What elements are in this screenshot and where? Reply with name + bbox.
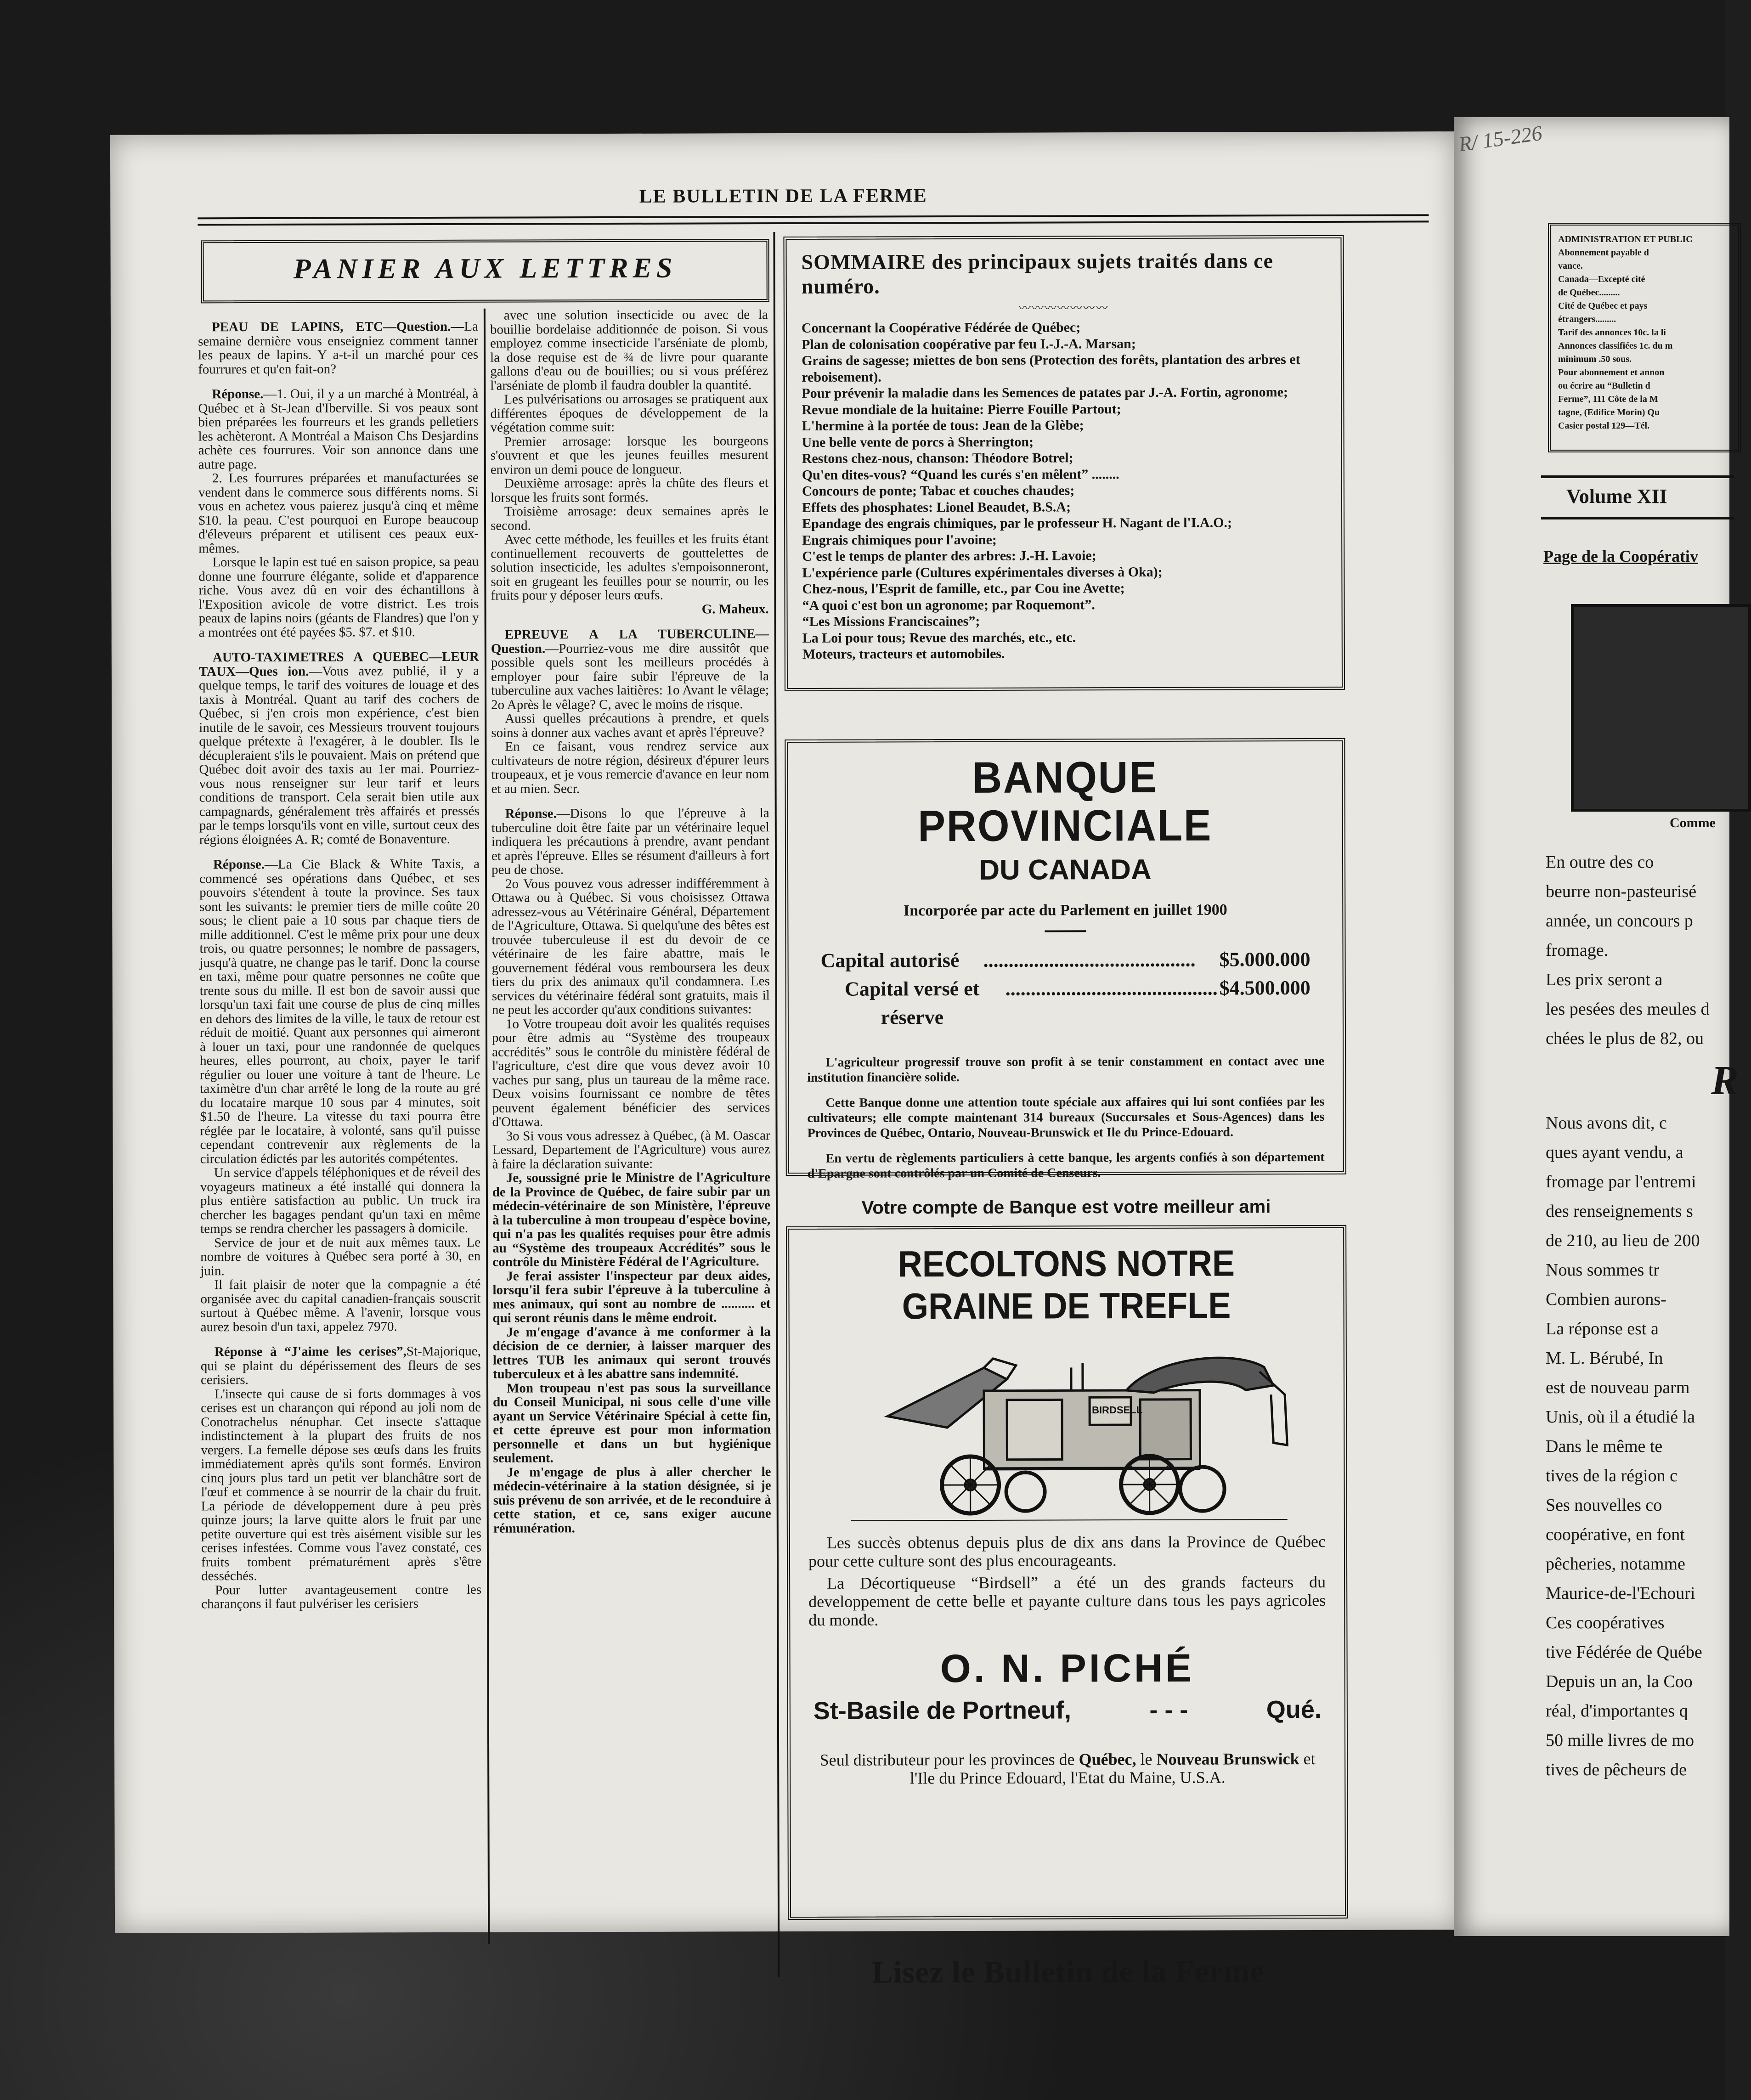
letter-paragraph <box>201 1582 481 1611</box>
paragraph-text: Aussi quelles précautions à prendre, et quels soins à donner aux vaches avant et après l'épreuve? <box>491 711 769 740</box>
article-line: Nous avons dit, c <box>1546 1113 1667 1133</box>
sommaire-box <box>783 235 1345 691</box>
trefle-para-2: La Décortiqueuse “Birdsell” a été un des grands facteurs du developpement de cette belle et payante culture dans tous les pays agricoles du monde. <box>808 1572 1326 1629</box>
paragraph-lead: Réponse. <box>212 386 264 402</box>
distrib-and: et <box>1303 1749 1316 1768</box>
article-line: des renseignements s <box>1546 1202 1693 1221</box>
paragraph-lead: PEAU DE LAPINS, ETC—Question.— <box>211 319 464 335</box>
paragraph-lead: EPREUVE A LA TUBERCULINE—Question. <box>491 627 769 656</box>
distrib-nb: Nouveau Brunswick <box>1156 1750 1299 1768</box>
article-line: Nous sommes tr <box>1546 1260 1659 1280</box>
article-line: Depuis un an, la Coo <box>1546 1672 1693 1691</box>
article-line: tives de la région c <box>1546 1466 1678 1485</box>
admin-line: Casier postal 129—Tél. <box>1558 421 1650 431</box>
article-line: coopérative, en font <box>1546 1525 1685 1544</box>
admin-line: ou écrire au “Bulletin d <box>1558 381 1650 391</box>
article-line: Les prix seront a <box>1546 970 1663 989</box>
paragraph-text: 2o Vous pouvez vous adresser indifféremment à Ottawa ou à Québec. Si vous choisissez Ottawa adressez-vous au Vétérinaire Général, Département de l'Agriculture, Ottawa. Si quelqu'une des bêtes est trouvée tuberculeuse il est du devoir de ce vétérinaire de les faire abattre, mais le gouvernement fédéral vous remboursera les deux tiers du prix des animaux qu'il condamnera. Les services du vétérinaire fédéral sont gratuits, mais il ne peut les accorder qu'aux conditions suivantes: <box>491 875 770 1017</box>
article-line: année, un concours p <box>1546 911 1693 931</box>
admin-line: Pour abonnement et annon <box>1558 367 1665 378</box>
admin-line: minimum .50 sous. <box>1558 354 1632 364</box>
paragraph-lead: Réponse. <box>213 857 265 872</box>
adjacent-page <box>1454 117 1739 1936</box>
paragraph-text: —Disons lo que l'épreuve à la tuberculine doit être faite par un vétérinaire lequel indiquera les précautions à prendre, avant pendant et après l'épreuve. Elles se résument d'ailleurs à fort peu de chose. <box>491 806 770 877</box>
running-title: LE BULLETIN DE LA FERME <box>639 185 927 207</box>
admin-line: Canada—Excepté cité <box>1558 274 1645 284</box>
verse-dots: .......................................... <box>1005 977 1218 1000</box>
admin-line: tagne, (Edifice Morin) Qu <box>1558 407 1660 418</box>
banque-name: BANQUE PROVINCIALE <box>918 752 1213 851</box>
sommaire-list <box>802 319 1327 662</box>
place-name: St-Basile de Portneuf, <box>813 1696 1072 1725</box>
paragraph-text: En ce faisant, vous rendrez service aux cultivateurs de notre région, désireux d'épurer leurs troupeaux, et je vous remercie d'avance en leur nom et au mien. Secr. <box>491 739 769 796</box>
paragraph-text: L'insecte qui cause de si forts dommages à vos cerises est un charançon qui répond au joli nom de Conotrachelus nénuphar. Cet insecte s'attaque indistinctement à la plupart des fruits de nos vergers. La femelle dépose ses œufs dans les fruits immédiatement après qu'ils sont formés. Environ cinq jours plus tard un petit ver blanchâtre sort de l'œuf et commence à se nourrir de la chair du fruit. La période de développement dure à peu près quinze jours; la larve quitte alors le fruit par une petite ouverture qui est très aisément visible sur les cerises infestées. Comme vous l'avez constaté, ces fruits tombent prématurément après s'être desséchés. <box>201 1386 482 1584</box>
letter-paragraph <box>493 1325 771 1382</box>
letter-paragraph <box>199 857 480 1166</box>
admin-line: Annonces classifiées 1c. du m <box>1558 341 1673 351</box>
letter-paragraph <box>490 392 768 435</box>
letters-column-2 <box>490 308 773 2054</box>
admin-line: Ferme”, 111 Côte de la M <box>1558 394 1658 404</box>
article-line: réal, d'importantes q <box>1546 1701 1688 1721</box>
distributor-note <box>809 1750 1326 1788</box>
paragraph-text: Premier arrosage: lorsque les bourgeons s'ouvrent et que les jeunes feuilles mesurent environ un demi pouce de longueur. <box>490 433 768 477</box>
article-line: tives de pêcheurs de <box>1546 1760 1687 1779</box>
sommaire-item: Concernant la Coopérative Fédérée de Québec; <box>801 320 1081 336</box>
banque-subtitle: DU CANADA <box>979 853 1152 886</box>
paragraph-text: St-Majorique, qui se plaint du dépérissement des fleurs de ses cerisiers. <box>200 1344 481 1388</box>
letter-paragraph <box>491 876 770 1017</box>
article-line: M. L. Bérubé, In <box>1546 1349 1663 1368</box>
column-rule-1 <box>484 309 490 1944</box>
administration-box <box>1548 223 1741 452</box>
sommaire-item: Une belle vente de porcs à Sherrington; <box>802 434 1034 450</box>
sommaire-item: Epandage des engrais chimiques, par le professeur H. Nagant de l'I.A.O.; <box>802 515 1232 531</box>
sommaire-item: Concours de ponte; Tabac et couches chaudes; <box>802 483 1075 499</box>
banque-motto: Votre compte de Banque est votre meilleur ami <box>861 1197 1271 1218</box>
sommaire-title: SOMMAIRE des principaux sujets traités dans ce numéro. <box>801 249 1274 298</box>
paragraph-text: Troisième arrosage: deux semaines après le second. <box>491 503 769 533</box>
sommaire-item: “Les Missions Franciscaines”; <box>802 613 980 629</box>
column-rule-2 <box>773 232 779 1977</box>
banque-ad <box>785 738 1346 1218</box>
admin-line: ADMINISTRATION ET PUBLIC <box>1558 234 1693 244</box>
article-line: les pesées des meules d <box>1546 999 1710 1019</box>
letter-paragraph <box>200 1235 480 1278</box>
newspaper-page <box>110 131 1461 1990</box>
sommaire-item: Pour prévenir la maladie dans les Semences de patates par J.-A. Fortin, agronome; <box>802 384 1288 401</box>
sommaire-item: Qu'en dites-vous? “Quand les curés s'en mêlent” ........ <box>802 466 1119 483</box>
volume-rule-bottom <box>1541 517 1734 519</box>
photo-caption: Comme <box>1670 815 1716 830</box>
paragraph-text: Lorsque le lapin est tué en saison propice, sa peau donne une fourrure élégante, solide et d'apparence riche. Vous avez dû en voir des échantillons à l'Exposition avicole de votre district. Les trois peaux de lapins noirs (géants de Flandres) que l'on y a montrées ont été payées $5. $7. et $10. <box>198 554 479 640</box>
place-dashes: - - - <box>1149 1696 1188 1724</box>
admin-line: étrangers......... <box>1558 314 1616 324</box>
paragraph-text: —La Cie Black & White Taxis, a commencé ses opérations dans Québec, et ses pouvoirs s'étendent à toute la province. Ses taux sont les suivants: le premier tiers de mille coûte 20 sous; le client paie a 10 sous par chaque tiers de mille additionnel. C'est le même prix pour une deux trois, ou quatre personnes; le nombre de passagers, jusqu'à quatre, ne change pas le tarif. Donc la course en taxi, même pour quatre personnes ne coûte que trente sous du mille. Il est bon de savoir aussi que lorsqu'un taxi fait une course de plus de cinq milles en dehors des limites de la ville, le taux de retour est réduit de moitié. Quant aux personnes qui aimeront à louer un taxi, pour une randonnée de quelques heures, elles pourront, au choix, payer le tarif régulier ou louer une voiture à tant de l'heure. Le taximètre d'un char arrêté le long de la route au gré du locataire marque 10 sous par 4 minutes, soit $1.50 de l'heure. La vitesse du taxi pourra être réglée par le locataire, à volonté, sans qu'il puisse cependant contrevenir aux règlements de la circulation édictés par les autorités compétentes. <box>199 856 480 1166</box>
paragraph-text: avec une solution insecticide ou avec de la bouillie bordelaise additionnée de poison. Si vous employez comme insecticide l'arséniate de plomb, la dose requise est de ¾ de livre pour quarante gallons d'eau ou de bouillies; ou si vous préférez l'arséniate de plomb il faudra doubler la quantité. <box>490 307 768 393</box>
lisez-tagline: Lisez le Bulletin de la Ferme <box>872 1953 1265 1990</box>
sommaire-item: L'hermine à la portée de tous: Jean de la Glèbe; <box>802 418 1084 434</box>
paragraph-text: Je m'engage d'avance à me conformer à la décision de ce dernier, à laisser marquer des lettres TUB les animaux qui seront trouvés tuberculeux et à les abattre sans indemnité. <box>492 1324 771 1382</box>
distrib-end: l'Etat du Maine, U.S.A. <box>1070 1768 1226 1787</box>
paragraph-text: Mon troupeau n'est pas sous la surveillance du Conseil Municipal, ni sous celle d'une ville ayant un Service Vétérinaire Spécial à cette fin, et cette épreuve est pour mon information personnelle et dans un but hygiénique seulement. <box>493 1380 771 1466</box>
letter-paragraph <box>492 1016 770 1129</box>
paragraph-text: —1. Oui, il y a un marché à Montréal, à Québec et à St-Jean d'Iberville. Si vos peaux sont bien préparées les fourreurs et les grands pelletiers les achèteront. A Montréal a Maison Chs Desjardins achète ces fourrures. Voir son annonce dans une autre page. <box>198 386 479 472</box>
company-name: O. N. PICHÉ <box>940 1646 1195 1691</box>
article-line: R <box>1711 1058 1739 1103</box>
letter-paragraph <box>490 308 768 393</box>
photo-cow <box>1571 604 1751 812</box>
paragraph-text: Un service d'appels téléphoniques et de réveil des voyageurs matineux a été installé qui donnera la plus entière satisfaction au public. Un truck ira chercher les bagages pendant qu'un taxi en même temps se rendra chercher les passagers à domicile. <box>200 1164 481 1236</box>
article-line: de 210, au lieu de 200 <box>1546 1231 1700 1250</box>
admin-line: de Québec......... <box>1558 288 1620 298</box>
letter-paragraph <box>493 1381 771 1466</box>
paragraph-text: Je ferai assister l'inspecteur par deux aides, lorsqu'il fera subir l'épreuve à la tuberculine à mes animaux, qui sont au nombre de .......... et qui seront réunis dans le même endroit. <box>492 1268 771 1326</box>
sommaire-item: L'expérience parle (Cultures expérimentales diverses à Oka); <box>802 564 1163 581</box>
distrib-mid: le <box>1140 1750 1152 1768</box>
letter-paragraph <box>491 602 769 617</box>
letter-paragraph <box>491 711 769 740</box>
paragraph-text: Il fait plaisir de noter que la compagnie a été organisée avec du capital canadien-français souscrit surtout à Québec même. A l'avenir, lorsque vous aurez besoin d'un taxi, appelez 7970. <box>200 1276 481 1334</box>
verse-label: Capital versé et réserve <box>845 977 980 1029</box>
paragraph-text: Service de jour et de nuit aux mêmes taux. Le nombre de voitures à Québec sera porté à 30, en juin. <box>200 1235 481 1278</box>
capital-verse-row <box>807 974 1324 1032</box>
letter-paragraph <box>491 739 769 796</box>
paragraph-text: Je, soussigné prie le Ministre de l'Agriculture de la Province de Québec, de faire subir par un médecin-vétérinaire de son Ministère, l'épreuve à la tuberculine à mon troupeau d'espèce bovine, qui n'a pas les qualités requises pour être admis au “Système des troupeaux Accrédités” sous le contrôle du Ministère Fédéral de l'Agriculture. <box>492 1170 771 1270</box>
distrib-quebec: Québec, <box>1079 1750 1136 1769</box>
paragraph-text: Je m'engage de plus à aller chercher le médecin-vétérinaire à la station désignée, si je suis prévenu de son arrivée, et de le reconduire à cette station, et ce, sans exiger aucune rémunération. <box>493 1464 771 1536</box>
sommaire-item: Revue mondiale de la huitaine: Pierre Fouille Partout; <box>802 401 1121 418</box>
article-line: chées le plus de 82, ou <box>1546 1029 1704 1048</box>
article-line: Ces coopératives <box>1546 1613 1665 1632</box>
letter-paragraph <box>492 1170 771 1269</box>
sommaire-item: Restons chez-nous, chanson: Théodore Botrel; <box>802 450 1073 466</box>
letter-paragraph <box>201 1344 481 1387</box>
cooperative-article <box>1546 847 1739 1784</box>
paragraph-text: Les pulvérisations ou arrosages se pratiquent aux différentes époques de développement de la végétation comme suit: <box>490 391 768 435</box>
panier-title: PANIER AUX LETTRES <box>293 252 677 285</box>
panier-title-box <box>201 239 769 303</box>
letter-paragraph <box>491 476 768 505</box>
admin-line: vance. <box>1558 261 1583 271</box>
paragraph-text: G. Maheux. <box>701 601 769 616</box>
province-abbrev: Qué. <box>1266 1695 1322 1724</box>
letter-paragraph <box>492 1269 770 1326</box>
paragraph-text: 2. Les fourrures préparées et manufacturées se vendent dans le commerce sous différents noms. Si vous en achetez vous paierez jusqu'à cinq et même $10. la peau. C'est pourquoi en Europe beaucoup d'éleveurs préparent et utilisent ces peaux eux-mêmes. <box>198 470 479 556</box>
banque-para-3: En vertu de règlements particuliers à cette banque, les argents confiés à son département d'Epargne sont contrôlés par un Comité de Censeurs. <box>807 1150 1325 1181</box>
article-line: Combien aurons- <box>1546 1290 1666 1309</box>
article-line: La réponse est a <box>1546 1319 1659 1338</box>
article-line: fromage. <box>1546 941 1609 960</box>
sommaire-item: La Loi pour tous; Revue des marchés, etc., etc. <box>802 629 1076 646</box>
paragraph-text: 3o Si vous vous adressez à Québec, (à M. Oascar Lessard, Departement de l'Agriculture) vous aurez à faire la déclaration suivante: <box>492 1128 770 1172</box>
sommaire-item: Effets des phosphates: Lionel Beaudet, B.S.A; <box>802 499 1071 515</box>
letter-paragraph <box>491 806 769 877</box>
letter-paragraph <box>491 504 768 533</box>
letter-paragraph <box>492 1129 770 1171</box>
letter-paragraph <box>198 555 479 640</box>
paragraph-lead: AUTO-TAXIMETRES A QUEBEC—LEUR TAUX—Ques ion. <box>198 649 479 679</box>
admin-line: Abonnement payable d <box>1558 248 1649 258</box>
article-line: Ses nouvelles co <box>1546 1496 1662 1515</box>
verse-value: $4.500.000 <box>1219 977 1310 999</box>
capital-label: Capital autorisé <box>820 949 960 972</box>
paragraph-text: Deuxième arrosage: après la chûte des fleurs et lorsque les fruits sont formés. <box>490 475 768 505</box>
article-line: Maurice-de-l'Echouri <box>1546 1584 1695 1603</box>
article-line: Unis, où il a étudié la <box>1546 1407 1695 1427</box>
letter-paragraph <box>491 434 768 477</box>
letter-paragraph <box>201 1386 481 1583</box>
banque-incorporation: Incorporée par acte du Parlement en juillet 1900 <box>903 901 1227 920</box>
distrib-ipe: l'Ile du Prince Edouard, <box>909 1768 1067 1788</box>
trefle-ad <box>786 1225 1348 1920</box>
paragraph-text: Avec cette méthode, les feuilles et les fruits étant continuellement recouverts de gouttelettes de solution insecticide, les adultes s'empoisonneront, soit en grugeant les feuilles pour se nourrir, ou les fruits pour y déposer leurs œufs. <box>491 531 769 603</box>
admin-line: Tarif des annonces 10c. la li <box>1558 327 1666 338</box>
sommaire-item: C'est le temps de planter des arbres: J.-H. Lavoie; <box>802 548 1096 564</box>
article-line: En outre des co <box>1546 852 1654 872</box>
paragraph-lead: Réponse à “J'aime les cerises”, <box>214 1344 407 1360</box>
sommaire-item: Grains de sagesse; miettes de bon sens (Protection des forêts, plantation des arbres et reboisement). <box>802 352 1300 385</box>
banque-para-1: L'agriculteur progressif trouve son profit à se tenir constamment en contact avec une institution financière solide. <box>807 1054 1325 1085</box>
article-line: Dans le même te <box>1546 1437 1663 1456</box>
volume-rule-top <box>1541 475 1734 478</box>
capital-autorise-row <box>807 945 1324 975</box>
capital-dots: .......................................... <box>983 948 1196 971</box>
paragraph-text: 1o Votre troupeau doit avoir les qualités requises pour être admis au “Système des troupeaux accrédités” sous le contrôle du ministère fédéral de l'agriculture, c'est dire que vous devez avoir 10 vaches pur sang, plus un taureau de la même race. Deux voisins fournissant ce nombre de têtes peuvent également bénéficier des services d'Ottawa. <box>491 1016 770 1129</box>
sommaire-item: Plan de colonisation coopérative par feu I.-J.-A. Marsan; <box>802 336 1136 352</box>
banque-divider <box>1045 930 1086 932</box>
volume-label: Volume XII <box>1566 485 1667 508</box>
article-line: fromage par l'entremi <box>1546 1172 1696 1191</box>
letters-column-1 <box>198 309 483 2055</box>
header-rule <box>198 214 1429 226</box>
thresher-machine-illustration <box>832 1339 1301 1524</box>
article-line: beurre non-pasteurisé <box>1546 882 1697 901</box>
letter-paragraph <box>200 1277 480 1334</box>
article-line: est de nouveau parm <box>1546 1378 1690 1397</box>
sommaire-item: Engrais chimiques pour l'avoine; <box>802 532 997 548</box>
article-line: ques ayant vendu, a <box>1546 1143 1683 1162</box>
sommaire-item: Chez-nous, l'Esprit de famille, etc., par Cou ine Avette; <box>802 581 1125 597</box>
letter-paragraph <box>199 650 480 847</box>
banque-para-2: Cette Banque donne une attention toute spéciale aux affaires qui lui sont confiées par les cultivateurs; elle compte maintenant 314 bureaux (Succursales et Sous-Agences) dans les Provinces de Québec, Ontario, Nouveau-Brunswick et Ile du Prince-Edouard. <box>807 1094 1325 1140</box>
article-line: 50 mille livres de mo <box>1546 1731 1694 1750</box>
company-location <box>809 1695 1326 1725</box>
admin-line: Cité de Québec et pays <box>1558 301 1648 311</box>
letter-paragraph <box>198 320 478 377</box>
letter-paragraph <box>200 1165 480 1236</box>
letter-paragraph <box>198 471 479 556</box>
machine-label: BIRDSELL <box>1092 1404 1143 1416</box>
sommaire-ornament: 〰〰〰〰〰〰〰 <box>1018 301 1109 315</box>
letter-paragraph <box>491 532 768 603</box>
article-line: tive Fédérée de Québe <box>1546 1643 1702 1662</box>
letter-paragraph <box>198 387 478 472</box>
article-line: pêcheries, notamme <box>1546 1554 1685 1574</box>
paragraph-text: —Pourriez-vous me dire aussitôt que possible quels sont les meilleurs procédés à employer pour faire subir l'épreuve de la tuberculine aux vaches laitières: 1o Avant le vêlage; 2o Après le vêlage? C, avec le moins de risque. <box>491 640 769 712</box>
sommaire-item: Moteurs, tracteurs et automobiles. <box>802 646 1005 662</box>
handwritten-note: R/ 15-226 <box>1457 121 1544 156</box>
sommaire-item: “A quoi c'est bon un agronome; par Roquemont”. <box>802 597 1095 613</box>
distrib-prefix: Seul distributeur pour les provinces de <box>819 1750 1075 1769</box>
paragraph-text: Pour lutter avantageusement contre les charançons il faut pulvériser les cerisiers <box>201 1582 482 1612</box>
letter-paragraph <box>491 627 769 712</box>
trefle-para-1: Les succès obtenus depuis plus de dix ans dans la Province de Québec pour cette culture sont des plus encourageants. <box>808 1532 1326 1570</box>
page-cooperative-title: Page de la Coopérativ <box>1543 547 1698 565</box>
capital-value: $5.000.000 <box>1219 948 1310 971</box>
paragraph-lead: Réponse. <box>505 806 557 821</box>
trefle-headline: RECOLTONS NOTRE GRAINE DE TREFLE <box>898 1242 1235 1327</box>
paragraph-text: La semaine dernière vous enseigniez comment tanner les peaux de lapins. Y a-t-il un marché pour ces fourrures et qu'en fait-on? <box>198 319 479 377</box>
letter-paragraph <box>493 1465 771 1535</box>
paragraph-text: —Vous avez publié, il y a quelque temps, le tarif des voitures de louage et des taxis à Montréal. Quant au tarif des cochers de Québec, si j'en crois mon expérience, c'est bien inutile de le savoir, ces Messieurs trouvent toujours quelque prétexte à l'exagérer, à le doubler. Ils le décupleraient s'ils le pouvaient. Mais on prétend que Québec doit avoir des taxis au 1er mai. Pourriez-vous nous renseigner sur leur tarif et leurs conditions de transport. Cela serait bien utile aux campagnards, généralement très affairés et pressés par le temps lorsqu'ils vont en ville, surtout ceux des régions éloignées A. R; comté de Bonaventure. <box>198 663 480 847</box>
